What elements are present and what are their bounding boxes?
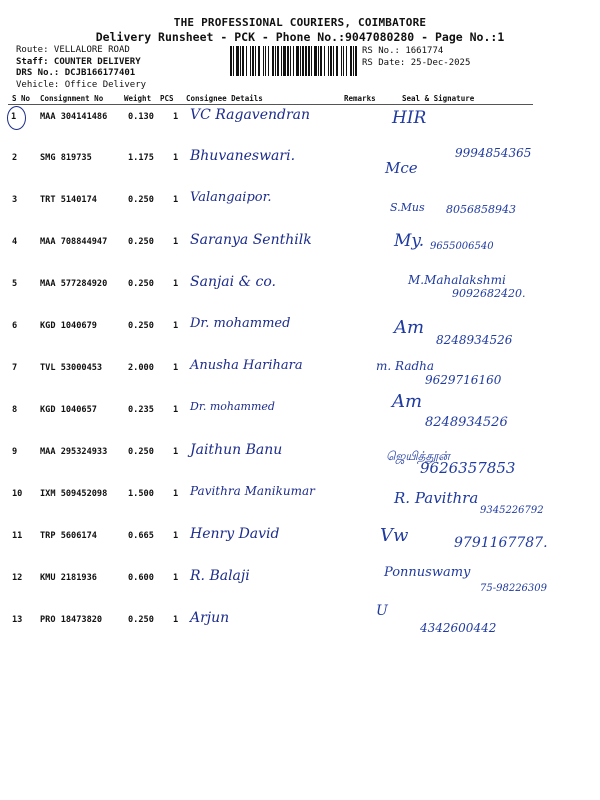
row-pcs: 1 xyxy=(173,573,179,583)
row-consignment: KMU 2181936 xyxy=(40,573,97,583)
row-pcs: 1 xyxy=(173,321,179,331)
row-consignee: Jaithun Banu xyxy=(190,442,283,458)
staff-text: Staff: COUNTER DELIVERY xyxy=(16,56,141,67)
row-sno: 2 xyxy=(12,153,18,163)
row-weight: 1.175 xyxy=(128,153,154,163)
row-signature: Ponnuswamy xyxy=(384,565,471,580)
row-consignee: Saranya Senthilk xyxy=(190,232,312,248)
row-sno: 6 xyxy=(12,321,18,331)
row-signature: Vw xyxy=(380,525,409,546)
row-weight: 0.130 xyxy=(128,112,154,122)
col-seal: Seal & Signature xyxy=(402,94,475,103)
row-signature: U xyxy=(376,603,388,619)
row-signature: R. Pavithra xyxy=(394,489,479,507)
row-sno: 12 xyxy=(12,573,23,583)
row-sno: 8 xyxy=(12,405,18,415)
row-consignee: R. Balaji xyxy=(190,568,250,584)
row-weight: 0.250 xyxy=(128,195,154,205)
row-phone: 75-98226309 xyxy=(480,583,548,594)
row-consignment: SMG 819735 xyxy=(40,153,92,163)
row-phone: 4342600442 xyxy=(420,621,497,635)
row-consignment: TRT 5140174 xyxy=(40,195,97,205)
col-consignment: Consignment No xyxy=(40,94,104,103)
row-weight: 2.000 xyxy=(128,363,154,373)
row-consignment: IXM 509452098 xyxy=(40,489,108,499)
col-sno: S No xyxy=(12,94,31,103)
row-consignee: Bhuvaneswari. xyxy=(190,148,296,164)
row-pcs: 1 xyxy=(173,447,179,457)
route-text: Route: VELLALORE ROAD xyxy=(16,45,130,55)
row-consignee: Pavithra Manikumar xyxy=(190,484,315,498)
rs-meta xyxy=(362,46,470,69)
drs-text: DRS No.: DCJB166177401 xyxy=(16,68,136,78)
row-pcs: 1 xyxy=(173,489,179,499)
row-phone: 9994854365 xyxy=(455,146,532,160)
row-phone: 9092682420. xyxy=(452,287,526,300)
row-phone: 8248934526 xyxy=(425,415,508,430)
row-phone: 8248934526 xyxy=(436,333,513,347)
barcode xyxy=(230,46,358,76)
row-sno: 1 xyxy=(11,112,17,122)
row-consignee: Dr. mohammed xyxy=(190,316,291,331)
row-weight: 0.250 xyxy=(128,279,154,289)
row-weight: 0.665 xyxy=(128,531,154,541)
col-consignee: Consignee Details xyxy=(186,94,263,103)
row-sno: 9 xyxy=(12,447,18,457)
row-signature: Mce xyxy=(385,159,418,177)
row-signature: My. xyxy=(394,231,425,251)
row-pcs: 1 xyxy=(173,279,179,289)
row-phone: 9629716160 xyxy=(425,373,502,387)
row-consignment: MAA 577284920 xyxy=(40,279,108,289)
row-sno: 7 xyxy=(12,363,18,373)
row-weight: 0.250 xyxy=(128,447,154,457)
row-consignee: Henry David xyxy=(190,526,280,542)
route-meta xyxy=(16,45,146,91)
row-weight: 0.250 xyxy=(128,237,154,247)
row-consignment: PRO 18473820 xyxy=(40,615,103,625)
row-consignee: Arjun xyxy=(190,610,230,626)
row-consignee: Sanjai & co. xyxy=(190,274,276,290)
row-consignment: MAA 304141486 xyxy=(40,112,108,122)
row-pcs: 1 xyxy=(173,531,179,541)
row-signature: HIR xyxy=(392,108,427,128)
row-sno: 13 xyxy=(12,615,23,625)
row-consignment: KGD 1040679 xyxy=(40,321,97,331)
row-sno: 11 xyxy=(12,531,23,541)
row-consignee: Anusha Harihara xyxy=(190,358,303,373)
row-consignee: Valangaipor. xyxy=(190,190,272,205)
row-consignment: TVL 53000453 xyxy=(40,363,103,373)
row-phone: 9626357853 xyxy=(420,459,516,477)
sheet-title: Delivery Runsheet - PCK - Phone No.:9047080280 - Page No.:1 xyxy=(95,30,505,44)
row-signature: Am xyxy=(394,317,425,338)
sno-circle-mark xyxy=(7,106,26,130)
row-signature: ஜெயித்தூன் xyxy=(386,449,450,463)
row-phone: 8056858943 xyxy=(446,203,516,216)
row-pcs: 1 xyxy=(173,405,179,415)
row-sno: 10 xyxy=(12,489,23,499)
row-pcs: 1 xyxy=(173,153,179,163)
company-title: THE PROFESSIONAL COURIERS, COIMBATORE xyxy=(173,16,427,29)
row-pcs: 1 xyxy=(173,363,179,373)
row-weight: 0.600 xyxy=(128,573,154,583)
row-signature: M.Mahalakshmi xyxy=(408,273,506,287)
row-consignment: MAA 295324933 xyxy=(40,447,108,457)
row-signature: S.Mus xyxy=(390,201,425,214)
row-pcs: 1 xyxy=(173,195,179,205)
row-sno: 5 xyxy=(12,279,18,289)
row-phone: 9655006540 xyxy=(430,241,494,252)
row-consignment: TRP 5606174 xyxy=(40,531,97,541)
rs-number: RS No.: 1661774 xyxy=(362,46,444,56)
row-pcs: 1 xyxy=(173,615,179,625)
row-consignment: KGD 1040657 xyxy=(40,405,97,415)
row-phone: 9791167787. xyxy=(454,535,548,551)
row-pcs: 1 xyxy=(173,237,179,247)
row-consignment: MAA 708844947 xyxy=(40,237,108,247)
row-weight: 0.250 xyxy=(128,615,154,625)
row-signature: m. Radha xyxy=(376,359,435,373)
row-pcs: 1 xyxy=(173,112,179,122)
row-consignee: Dr. mohammed xyxy=(190,400,275,413)
header-rule xyxy=(8,104,533,105)
vehicle-text: Vehicle: Office Delivery xyxy=(16,79,147,90)
row-signature: Am xyxy=(392,391,423,412)
row-weight: 0.250 xyxy=(128,321,154,331)
col-pcs: PCS xyxy=(160,94,174,103)
row-consignee: VC Ragavendran xyxy=(190,107,311,123)
row-sno: 3 xyxy=(12,195,18,205)
row-phone: 9345226792 xyxy=(480,505,544,516)
rs-date: RS Date: 25-Dec-2025 xyxy=(362,57,471,68)
row-weight: 1.500 xyxy=(128,489,154,499)
row-weight: 0.235 xyxy=(128,405,154,415)
col-weight: Weight xyxy=(124,94,152,103)
col-remarks: Remarks xyxy=(344,94,376,103)
row-sno: 4 xyxy=(12,237,18,247)
